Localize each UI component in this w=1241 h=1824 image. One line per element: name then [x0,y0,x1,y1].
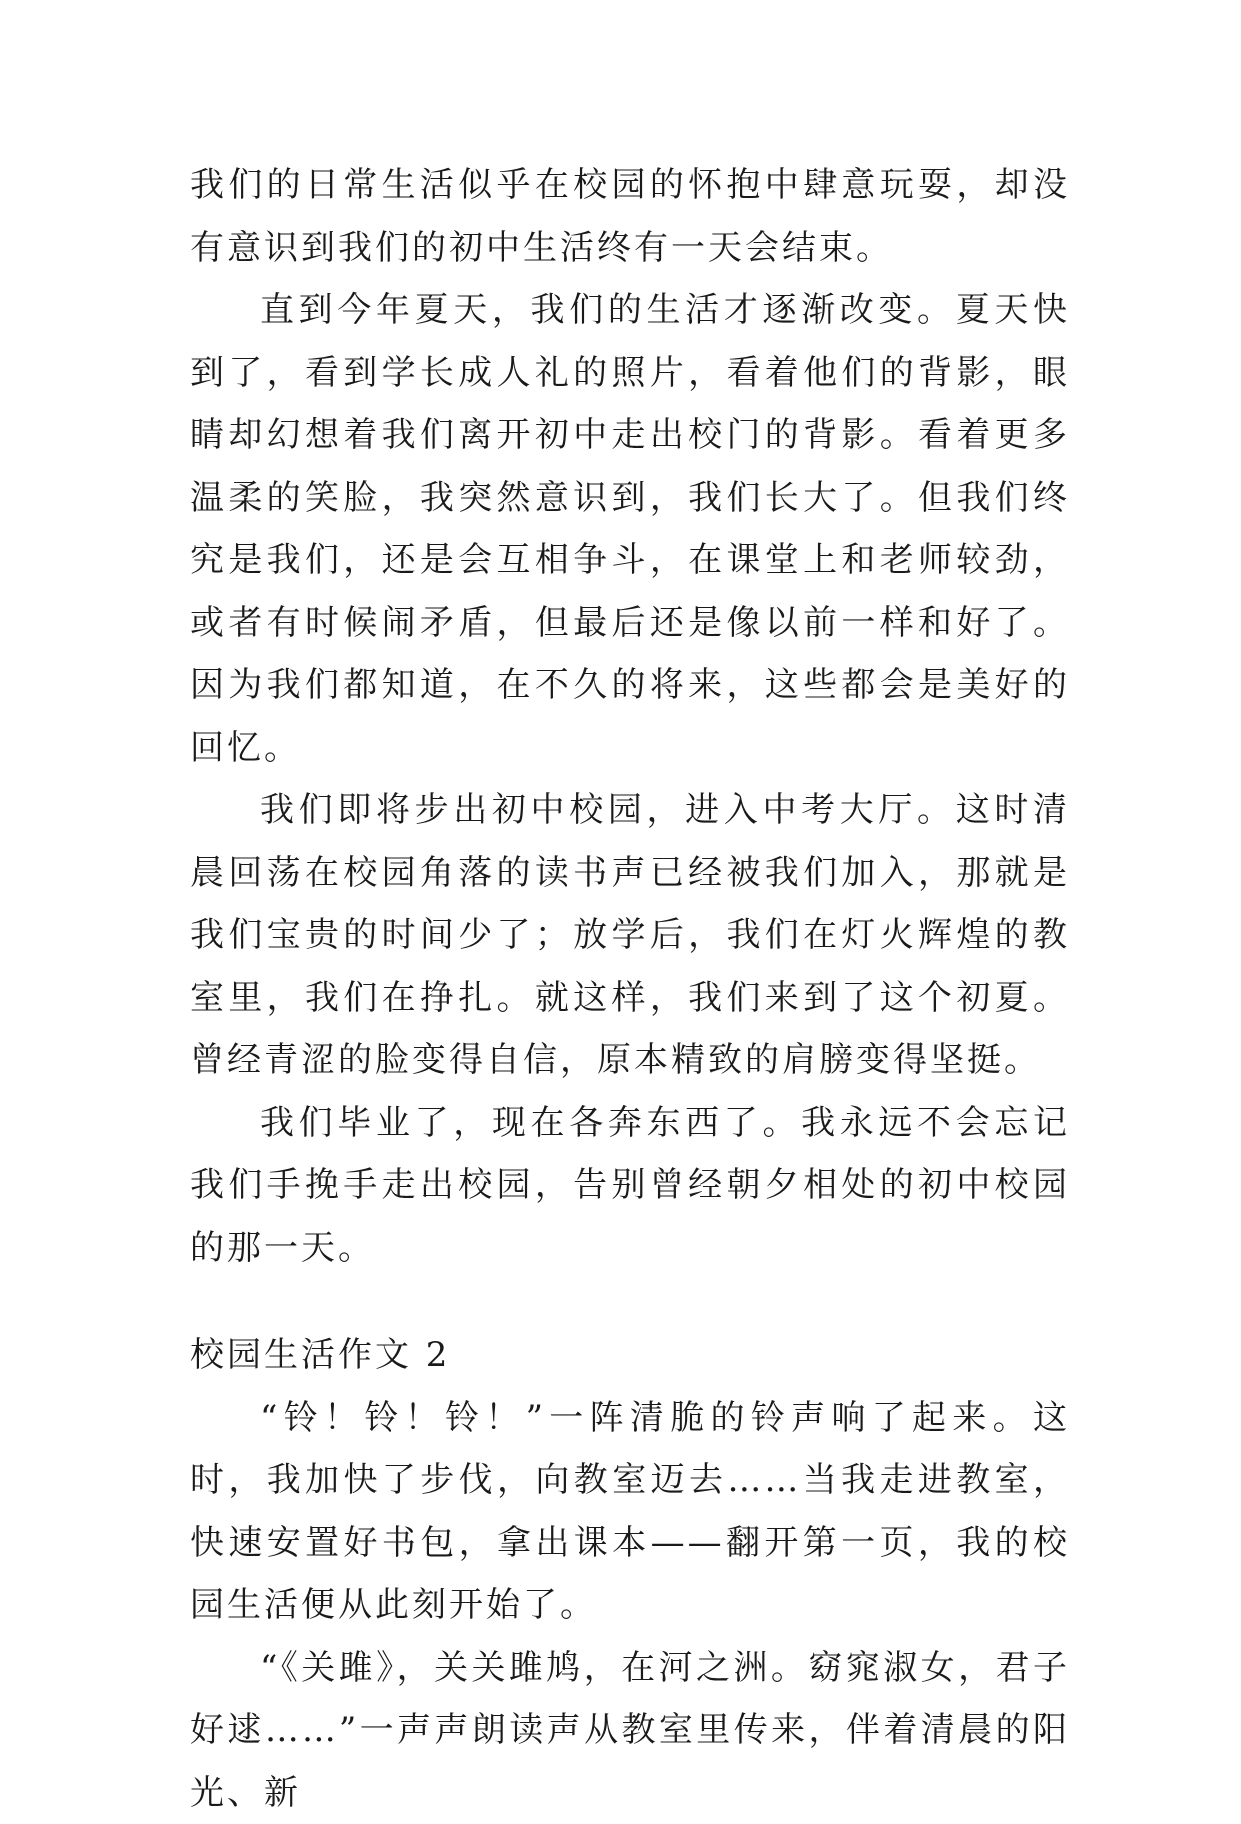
paragraph: 直到今年夏天，我们的生活才逐渐改变。夏天快到了，看到学长成人礼的照片，看着他们的背影，眼睛却幻想着我们离开初中走出校门的背影。看着更多温柔的笑脸，我突然意识到，我们长大了。但我们终究是我们，还是会互相争斗，在课堂上和老师较劲，或者有时候闹矛盾，但最后还是像以前一样和好了。因为我们都知道，在不久的将来，这些都会是美好的回忆。 [190,279,1070,779]
paragraph: 我们即将步出初中校园，进入中考大厅。这时清晨回荡在校园角落的读书声已经被我们加入，那就是我们宝贵的时间少了；放学后，我们在灯火辉煌的教室里，我们在挣扎。就这样，我们来到了这个初夏。曾经青涩的脸变得自信，原本精致的肩膀变得坚挺。 [190,779,1070,1092]
paragraph: “铃！铃！铃！”一阵清脆的铃声响了起来。这时，我加快了步伐，向教室迈去……当我走进教室，快速安置好书包，拿出课本——翻开第一页，我的校园生活便从此刻开始了。 [190,1387,1070,1637]
paragraph: 我们毕业了，现在各奔东西了。我永远不会忘记我们手挽手走出校园，告别曾经朝夕相处的初中校园的那一天。 [190,1092,1070,1280]
section-heading: 校园生活作文 2 [190,1324,1070,1387]
document-body [190,154,1070,1824]
paragraph: 我们的日常生活似乎在校园的怀抱中肆意玩耍，却没有意识到我们的初中生活终有一天会结束。 [190,154,1070,279]
paragraph: “《关雎》，关关雎鸠，在河之洲。窈窕淑女，君子好逑……”一声声朗读声从教室里传来，伴着清晨的阳光、新 [190,1637,1070,1824]
